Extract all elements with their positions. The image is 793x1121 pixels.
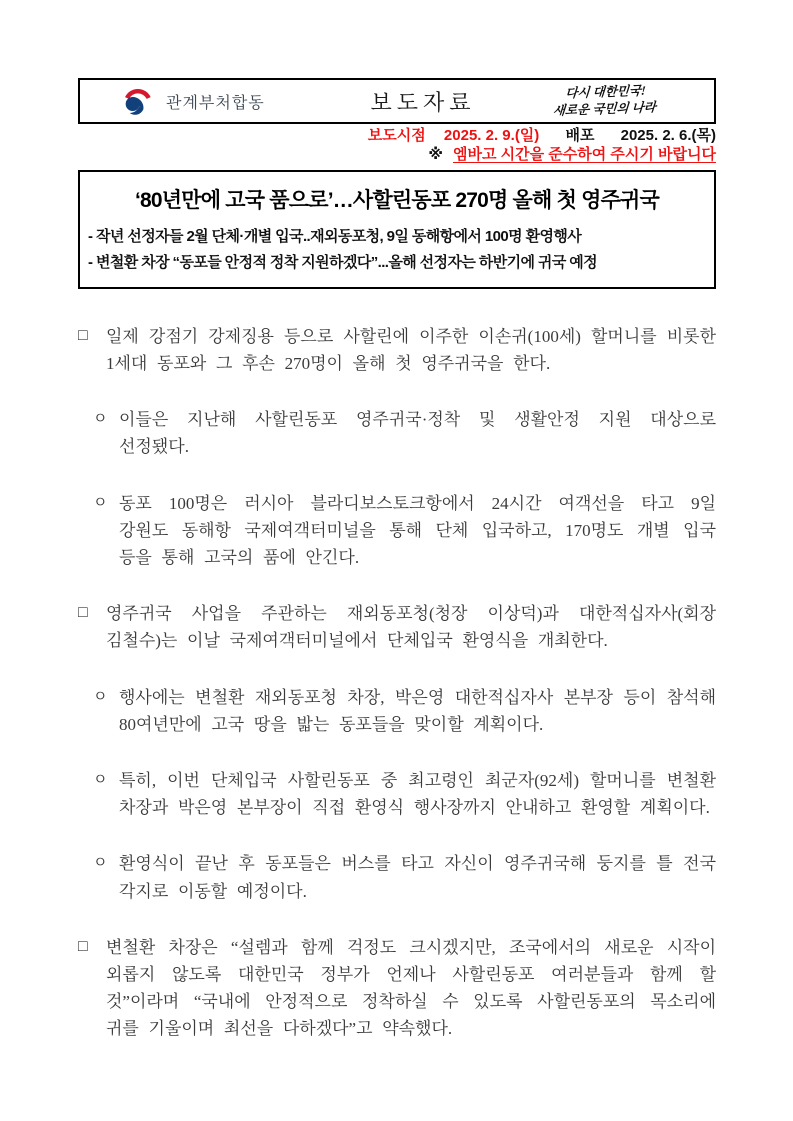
paragraph bbox=[91, 684, 716, 738]
subtitle-list bbox=[88, 224, 706, 277]
paragraph bbox=[78, 600, 716, 654]
agency-brand bbox=[118, 86, 336, 116]
embargo-row bbox=[78, 127, 716, 144]
release-info bbox=[78, 127, 716, 164]
paragraph-text: 변철환 차장은 “설렘과 함께 걱정도 크시겠지만, 조국에서의 새로운 시작이 외롭지 않도록 대한민국 정부가 언제나 사할린동포 여러분들과 함께 할 것”이라며 “국내에 안정적으로 정착하실 수 있도록 사할린동포의 목소리에 귀를 기울이며 최선을 다하겠다”고 약속했다. bbox=[106, 937, 716, 1039]
slogan-line-2: 새로운 국민의 나라 bbox=[552, 100, 657, 118]
release-date: 2025. 2. 6.(목) bbox=[620, 127, 716, 144]
paragraph bbox=[91, 767, 716, 821]
paragraph bbox=[91, 850, 716, 904]
subtitle-2: - 변철환 차장 “동포들 안정적 정착 지원하겠다”...올해 선정자는 하반기에 귀국 예정 bbox=[88, 254, 598, 272]
paragraph bbox=[78, 934, 716, 1043]
embargo-label: 보도시점 bbox=[367, 127, 426, 144]
release-label: 배포 bbox=[565, 127, 595, 144]
reference-mark: ※ bbox=[428, 146, 443, 164]
paragraph-text: 영주귀국 사업을 주관하는 재외동포청(청장 이상덕)과 대한적십자사(회장 김철수)는 이날 국제여객터미널에서 단체입국 환영식을 개최한다. bbox=[106, 604, 716, 651]
headline: ‘80년만에 고국 품으로’…사할린동포 270명 올해 첫 영주귀국 bbox=[134, 188, 660, 212]
square-bullet-icon: □ bbox=[78, 937, 88, 955]
header-box bbox=[78, 78, 716, 124]
circle-bullet-icon: ㅇ bbox=[93, 411, 108, 428]
korea-government-emblem-icon bbox=[118, 86, 156, 116]
paragraph-text: 특히, 이번 단체입국 사할린동포 중 최고령인 최군자(92세) 할머니를 변철환 차장과 박은영 본부장이 직접 환영식 행사장까지 안내하고 환영할 계획이다. bbox=[119, 770, 716, 818]
embargo-date: 2025. 2. 9.(일) bbox=[443, 127, 540, 144]
paragraph bbox=[91, 406, 716, 460]
paragraph-text: 이들은 지난해 사할린동포 영주귀국·정착 및 생활안정 지원 대상으로 선정됐다. bbox=[119, 410, 716, 457]
circle-bullet-icon: ㅇ bbox=[93, 855, 108, 872]
notice-row bbox=[78, 146, 716, 163]
slogan-line-1: 다시 대한민국! bbox=[564, 83, 647, 101]
square-bullet-icon: □ bbox=[78, 604, 88, 622]
paragraph bbox=[78, 323, 716, 377]
body-area bbox=[78, 323, 716, 1043]
agency-name: 관계부처합동 bbox=[166, 94, 265, 112]
paragraph-text: 일제 강점기 강제징용 등으로 사할린에 이주한 이손귀(100세) 할머니를 비롯한 1세대 동포와 그 후손 270명이 올해 첫 영주귀국을 한다. bbox=[106, 326, 716, 374]
paragraph-text: 동포 100명은 러시아 블라디보스토크항에서 24시간 여객선을 타고 9일 강원도 동해항 국제여객터미널을 통해 단체 입국하고, 170명도 개별 입국 등을 통해 고국의 품에 안긴다. bbox=[119, 493, 716, 567]
page-content bbox=[78, 78, 716, 1071]
subtitle-1: - 작년 선정자들 2월 단체·개별 입국..재외동포청, 9일 동해항에서 100명 환영행사 bbox=[88, 227, 582, 245]
circle-bullet-icon: ㅇ bbox=[93, 688, 108, 705]
circle-bullet-icon: ㅇ bbox=[93, 494, 108, 511]
paragraph-text: 행사에는 변철환 재외동포청 차장, 박은영 대한적십자사 본부장 등이 참석해 80여년만에 고국 땅을 밟는 동포들을 맞이할 계획이다. bbox=[119, 687, 716, 734]
government-slogan bbox=[509, 81, 701, 121]
paragraph bbox=[91, 490, 716, 572]
title-box bbox=[78, 170, 716, 289]
paragraph-text: 환영식이 끝난 후 동포들은 버스를 타고 자신이 영주귀국해 둥지를 틀 전국 각지로 이동할 예정이다. bbox=[119, 854, 716, 901]
doc-type-title: 보도자료 bbox=[370, 89, 476, 115]
circle-bullet-icon: ㅇ bbox=[93, 771, 108, 788]
square-bullet-icon: □ bbox=[78, 326, 88, 344]
embargo-notice: 엠바고 시간을 준수하여 주시기 바랍니다 bbox=[452, 146, 716, 164]
